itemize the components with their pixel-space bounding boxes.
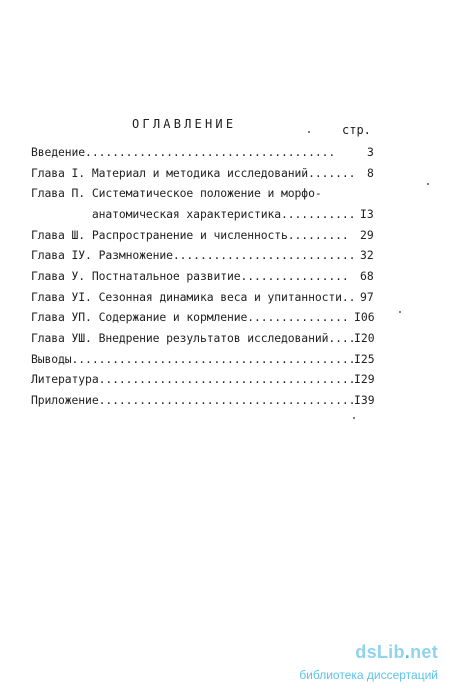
- toc-entry-introduction: Введение.....................................: [31, 145, 336, 159]
- toc-entry-chapter-3: Глава Ш. Распространение и численность.........: [31, 228, 349, 242]
- toc-entry-page: 8: [367, 166, 374, 180]
- toc-entry-chapter-7: Глава УП. Содержание и кормление...............: [31, 310, 349, 324]
- watermark-logo-dot: .: [404, 642, 411, 662]
- dslib-watermark: [288, 640, 438, 690]
- watermark-logo-main: dsLib: [355, 642, 405, 662]
- toc-entry-conclusions: Выводы..........................................: [31, 352, 356, 366]
- toc-entry-page: I3: [360, 207, 374, 221]
- toc-entry-appendix: Приложение......................................: [31, 393, 356, 407]
- scan-speck: [353, 417, 355, 419]
- toc-entry-page: 29: [360, 228, 374, 242]
- toc-entry-page: 68: [360, 269, 374, 283]
- toc-entry-page: I06: [354, 310, 375, 324]
- watermark-logo: [355, 642, 438, 663]
- toc-entry-chapter-1: Глава I. Материал и методика исследований.......: [31, 166, 356, 180]
- scan-speck: [427, 183, 429, 185]
- toc-entry-page: I25: [354, 352, 375, 366]
- toc-entry-page: 3: [367, 145, 374, 159]
- toc-entry-chapter-6: Глава УI. Сезонная динамика веса и упитанности..: [31, 290, 356, 304]
- toc-heading: ОГЛАВЛЕНИЕ: [132, 117, 237, 131]
- scan-speck: [399, 311, 401, 313]
- toc-entry-chapter-2: Глава П. Систематическое положение и морфо-: [31, 186, 322, 200]
- toc-entry-page: 32: [360, 248, 374, 262]
- toc-entry-chapter-8: Глава УШ. Внедрение результатов исследований....: [31, 331, 356, 345]
- watermark-caption: библиотека диссертаций: [299, 668, 438, 682]
- toc-entry-page: I39: [354, 393, 375, 407]
- toc-entry-chapter-2-continued: анатомическая характеристика...........: [31, 207, 356, 221]
- watermark-logo-tld: net: [410, 642, 438, 662]
- scan-speck: [308, 131, 310, 133]
- toc-entry-literature: Литература......................................: [31, 372, 356, 386]
- toc-entry-chapter-4: Глава IУ. Размножение...........................: [31, 248, 356, 262]
- page-column-label: стр.: [342, 123, 371, 137]
- toc-entry-page: I29: [354, 372, 375, 386]
- toc-entry-chapter-5: Глава У. Постнатальное развитие................: [31, 269, 349, 283]
- toc-entry-page: 97: [360, 290, 374, 304]
- toc-entry-page: I20: [354, 331, 375, 345]
